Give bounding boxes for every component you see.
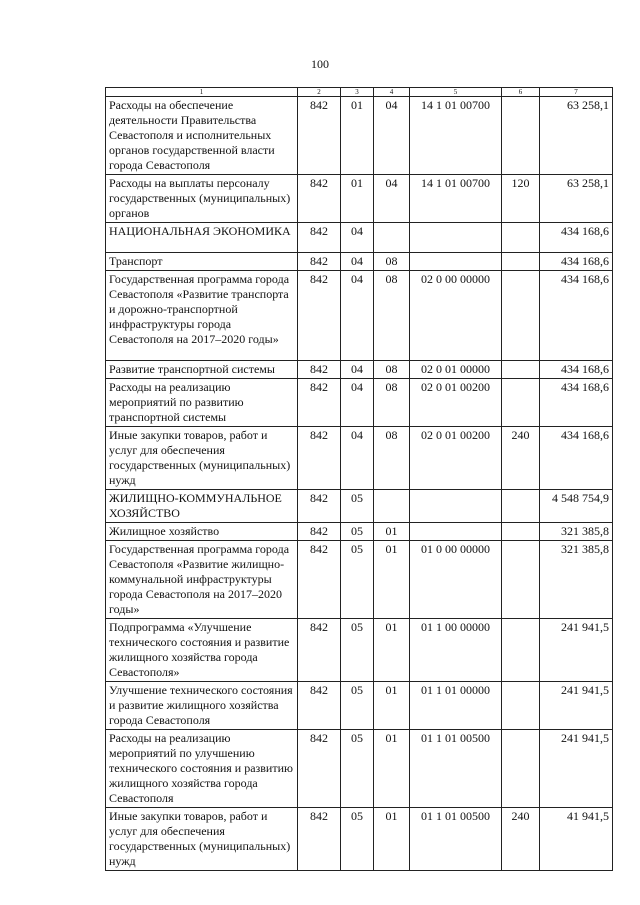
- row-name: Расходы на реализацию мероприятий по развитию транспортной системы: [106, 379, 298, 427]
- subsection-code: [374, 490, 410, 523]
- target-article-code: 02 0 01 00200: [410, 379, 502, 427]
- header-cell: 7: [540, 88, 613, 97]
- table-row: [106, 223, 613, 253]
- section-code: 04: [341, 253, 374, 271]
- subsection-code: 01: [374, 523, 410, 541]
- expense-type-code: [502, 490, 540, 523]
- header-row: [106, 88, 613, 97]
- section-code: 05: [341, 490, 374, 523]
- department-code: 842: [298, 523, 341, 541]
- expense-type-code: [502, 730, 540, 808]
- amount: 434 168,6: [540, 253, 613, 271]
- row-name: Расходы на выплаты персоналу государственных (муниципальных) органов: [106, 175, 298, 223]
- amount: 241 941,5: [540, 682, 613, 730]
- section-code: 05: [341, 808, 374, 871]
- section-code: 05: [341, 541, 374, 619]
- table-row: [106, 253, 613, 271]
- expense-type-code: 240: [502, 808, 540, 871]
- amount: 241 941,5: [540, 619, 613, 682]
- subsection-code: 08: [374, 427, 410, 490]
- expense-type-code: [502, 223, 540, 253]
- target-article-code: 14 1 01 00700: [410, 175, 502, 223]
- section-code: 01: [341, 97, 374, 175]
- subsection-code: 04: [374, 97, 410, 175]
- department-code: 842: [298, 97, 341, 175]
- amount: 321 385,8: [540, 541, 613, 619]
- subsection-code: 08: [374, 253, 410, 271]
- header-cell: 5: [410, 88, 502, 97]
- expense-type-code: [502, 523, 540, 541]
- target-article-code: 14 1 01 00700: [410, 97, 502, 175]
- subsection-code: 08: [374, 361, 410, 379]
- table-row: [106, 175, 613, 223]
- expense-type-code: [502, 541, 540, 619]
- department-code: 842: [298, 541, 341, 619]
- target-article-code: 01 1 00 00000: [410, 619, 502, 682]
- expense-type-code: [502, 619, 540, 682]
- expense-type-code: [502, 361, 540, 379]
- target-article-code: [410, 523, 502, 541]
- amount: 434 168,6: [540, 271, 613, 361]
- section-code: 05: [341, 523, 374, 541]
- table-row: [106, 682, 613, 730]
- target-article-code: 01 0 00 00000: [410, 541, 502, 619]
- row-name: Расходы на обеспечение деятельности Правительства Севастополя и исполнительных органов государственной власти города Севастополя: [106, 97, 298, 175]
- table-row: [106, 97, 613, 175]
- row-name: Государственная программа города Севастополя «Развитие жилищно-коммунальной инфраструктуры города Севастополя на 2017–2020 годы»: [106, 541, 298, 619]
- amount: 434 168,6: [540, 361, 613, 379]
- table-row: [106, 808, 613, 871]
- subsection-code: 01: [374, 541, 410, 619]
- amount: 41 941,5: [540, 808, 613, 871]
- row-name: НАЦИОНАЛЬНАЯ ЭКОНОМИКА: [106, 223, 298, 253]
- section-code: 01: [341, 175, 374, 223]
- header-cell: 4: [374, 88, 410, 97]
- expense-type-code: 240: [502, 427, 540, 490]
- row-name: Расходы на реализацию мероприятий по улучшению технического состояния и развитию жилищного хозяйства города Севастополя: [106, 730, 298, 808]
- department-code: 842: [298, 427, 341, 490]
- expense-type-code: [502, 682, 540, 730]
- department-code: 842: [298, 619, 341, 682]
- amount: 434 168,6: [540, 223, 613, 253]
- table-row: [106, 490, 613, 523]
- target-article-code: 01 1 01 00500: [410, 808, 502, 871]
- subsection-code: 08: [374, 271, 410, 361]
- target-article-code: [410, 223, 502, 253]
- expense-type-code: [502, 253, 540, 271]
- budget-table: [105, 87, 613, 871]
- department-code: 842: [298, 271, 341, 361]
- amount: 4 548 754,9: [540, 490, 613, 523]
- table-row: [106, 541, 613, 619]
- row-name: Развитие транспортной системы: [106, 361, 298, 379]
- table-row: [106, 361, 613, 379]
- table-row: [106, 379, 613, 427]
- target-article-code: [410, 490, 502, 523]
- section-code: 05: [341, 619, 374, 682]
- amount: 63 258,1: [540, 175, 613, 223]
- row-name: ЖИЛИЩНО-КОММУНАЛЬНОЕ ХОЗЯЙСТВО: [106, 490, 298, 523]
- expense-type-code: [502, 379, 540, 427]
- department-code: 842: [298, 253, 341, 271]
- row-name: Улучшение технического состояния и развитие жилищного хозяйства города Севастополя: [106, 682, 298, 730]
- department-code: 842: [298, 175, 341, 223]
- section-code: 04: [341, 271, 374, 361]
- expense-type-code: 120: [502, 175, 540, 223]
- expense-type-code: [502, 97, 540, 175]
- section-code: 04: [341, 361, 374, 379]
- target-article-code: 02 0 01 00200: [410, 427, 502, 490]
- row-name: Иные закупки товаров, работ и услуг для обеспечения государственных (муниципальных) нужд: [106, 427, 298, 490]
- table-row: [106, 730, 613, 808]
- subsection-code: 01: [374, 730, 410, 808]
- target-article-code: 01 1 01 00500: [410, 730, 502, 808]
- page-number: 100: [311, 57, 329, 71]
- subsection-code: 01: [374, 682, 410, 730]
- department-code: 842: [298, 682, 341, 730]
- header-cell: 1: [106, 88, 298, 97]
- department-code: 842: [298, 379, 341, 427]
- section-code: 05: [341, 730, 374, 808]
- target-article-code: 02 0 01 00000: [410, 361, 502, 379]
- subsection-code: [374, 223, 410, 253]
- amount: 434 168,6: [540, 379, 613, 427]
- department-code: 842: [298, 490, 341, 523]
- row-name: Подпрограмма «Улучшение технического состояния и развитие жилищного хозяйства города Севастополя»: [106, 619, 298, 682]
- table-row: [106, 619, 613, 682]
- amount: 63 258,1: [540, 97, 613, 175]
- row-name: Государственная программа города Севастополя «Развитие транспорта и дорожно-транспортной инфраструктуры города Севастополя на 2017–2020 годы»: [106, 271, 298, 361]
- row-name: Жилищное хозяйство: [106, 523, 298, 541]
- department-code: 842: [298, 808, 341, 871]
- subsection-code: 01: [374, 619, 410, 682]
- table-row: [106, 523, 613, 541]
- subsection-code: 08: [374, 379, 410, 427]
- amount: 434 168,6: [540, 427, 613, 490]
- target-article-code: 01 1 01 00000: [410, 682, 502, 730]
- subsection-code: 04: [374, 175, 410, 223]
- target-article-code: 02 0 00 00000: [410, 271, 502, 361]
- amount: 241 941,5: [540, 730, 613, 808]
- department-code: 842: [298, 223, 341, 253]
- table-row: [106, 271, 613, 361]
- section-code: 04: [341, 379, 374, 427]
- header-cell: 3: [341, 88, 374, 97]
- department-code: 842: [298, 361, 341, 379]
- amount: 321 385,8: [540, 523, 613, 541]
- header-cell: 6: [502, 88, 540, 97]
- section-code: 04: [341, 223, 374, 253]
- table-row: [106, 427, 613, 490]
- header-cell: 2: [298, 88, 341, 97]
- target-article-code: [410, 253, 502, 271]
- row-name: Иные закупки товаров, работ и услуг для обеспечения государственных (муниципальных) нужд: [106, 808, 298, 871]
- row-name: Транспорт: [106, 253, 298, 271]
- subsection-code: 01: [374, 808, 410, 871]
- expense-type-code: [502, 271, 540, 361]
- section-code: 05: [341, 682, 374, 730]
- department-code: 842: [298, 730, 341, 808]
- section-code: 04: [341, 427, 374, 490]
